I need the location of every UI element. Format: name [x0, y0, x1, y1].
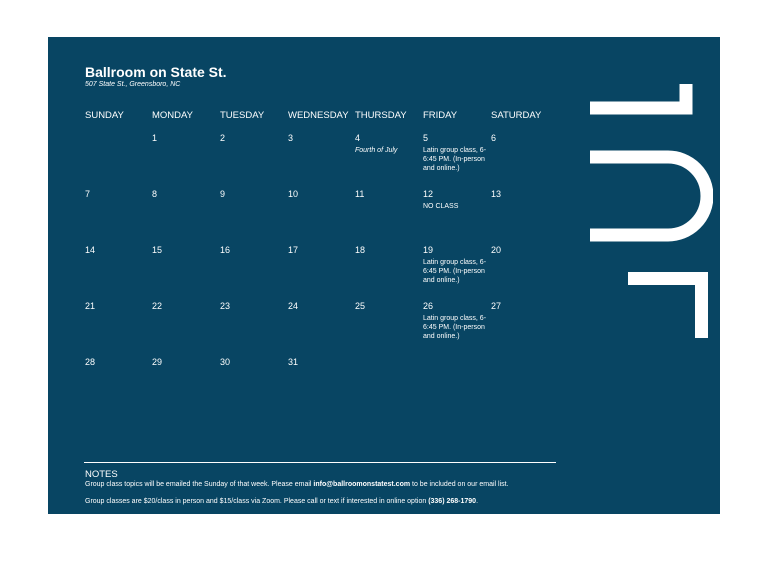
day-number: 4 [355, 133, 361, 143]
weekday-saturday: SATURDAY [491, 110, 542, 121]
day-number: 8 [152, 189, 158, 199]
day-number: 9 [220, 189, 226, 199]
notes-line-pricing [85, 498, 478, 505]
day-number: 29 [152, 357, 163, 367]
calendar-day-cell [220, 245, 288, 256]
day-number: 25 [355, 301, 366, 311]
calendar-day-cell [152, 133, 220, 144]
day-number: 3 [288, 133, 294, 143]
calendar-day-cell [491, 301, 559, 312]
calendar-day-cell [220, 357, 288, 368]
calendar-day-cell [355, 301, 423, 312]
calendar-day-cell [85, 357, 153, 368]
calendar-day-cell [423, 301, 491, 341]
calendar-day-cell [355, 245, 423, 256]
day-number: 30 [220, 357, 231, 367]
day-event: Latin group class, 6-6:45 PM. (In-person and online.) [423, 259, 487, 284]
calendar-day-cell [152, 189, 220, 200]
calendar-day-cell [288, 189, 356, 200]
notes-line-pricing-text: Group classes are $20/class in person and $15/class via Zoom. Please call or text if interested in online option [85, 498, 429, 505]
day-number [491, 357, 559, 368]
weekday-sunday: SUNDAY [85, 110, 124, 121]
day-number: 28 [85, 357, 96, 367]
day-number: 2 [220, 133, 226, 143]
weekday-tuesday: TUESDAY [220, 110, 265, 121]
day-number: 13 [491, 189, 502, 199]
day-number: 17 [288, 245, 299, 255]
calendar-day-cell [288, 245, 356, 256]
day-number [423, 357, 491, 368]
weekday-thursday: THURSDAY [355, 110, 407, 121]
calendar-day-cell [85, 245, 153, 256]
day-number: 7 [85, 189, 91, 199]
day-number: 12 [423, 189, 434, 199]
calendar-day-cell [491, 357, 559, 368]
notes-line-email [85, 481, 509, 488]
day-event: Latin group class, 6-6:45 PM. (In-person and online.) [423, 315, 487, 340]
calendar-day-cell [220, 189, 288, 200]
day-number: 21 [85, 301, 96, 311]
day-number: 1 [152, 133, 158, 143]
notes-line-pricing-text-end: . [476, 498, 479, 505]
weekday-wednesday: WEDNESDAY [288, 110, 349, 121]
calendar-day-cell [85, 301, 153, 312]
day-number: 19 [423, 245, 434, 255]
day-number: 18 [355, 245, 366, 255]
calendar-day-cell [152, 245, 220, 256]
notes-line-email-text: Group class topics will be emailed the Sunday of that week. Please email [85, 481, 314, 488]
notes-divider [84, 462, 556, 463]
calendar-day-cell [288, 133, 356, 144]
calendar-day-cell [288, 301, 356, 312]
calendar-day-cell [491, 133, 559, 144]
calendar-panel [48, 37, 720, 514]
month-art [588, 42, 713, 342]
calendar-day-cell [491, 245, 559, 256]
calendar-day-cell [423, 245, 491, 285]
calendar-day-cell [491, 189, 559, 200]
day-number: 31 [288, 357, 299, 367]
day-number [355, 357, 423, 368]
day-number: 22 [152, 301, 163, 311]
calendar-day-cell [423, 357, 491, 368]
notes-heading: NOTES [85, 469, 118, 480]
calendar-day-cell [355, 189, 423, 200]
day-number: 6 [491, 133, 497, 143]
day-number: 15 [152, 245, 163, 255]
calendar-day-cell [220, 301, 288, 312]
day-number: 27 [491, 301, 502, 311]
day-number: 5 [423, 133, 429, 143]
day-number: 10 [288, 189, 299, 199]
day-event: Latin group class, 6-6:45 PM. (In-person and online.) [423, 147, 487, 172]
calendar-day-cell [85, 189, 153, 200]
calendar-day-cell [423, 133, 491, 173]
day-number: 23 [220, 301, 231, 311]
day-number: 24 [288, 301, 299, 311]
day-number: 11 [355, 189, 365, 199]
day-number: 26 [423, 301, 434, 311]
phone-number: (336) 268-1790 [428, 498, 477, 505]
notes-line-email-text-end: to be included on our email list. [410, 481, 509, 488]
calendar-day-cell [423, 189, 491, 211]
venue-address: 507 State St., Greensboro, NC [85, 81, 181, 88]
calendar-day-cell [355, 357, 423, 368]
day-event: Fourth of July [355, 147, 398, 154]
calendar-day-cell [152, 357, 220, 368]
day-number: 20 [491, 245, 502, 255]
day-number [85, 133, 153, 144]
day-event: NO CLASS [423, 203, 459, 210]
day-number: 16 [220, 245, 231, 255]
email-address: info@ballroomonstatest.com [313, 481, 411, 488]
month-letter-u [590, 157, 707, 235]
calendar-day-cell [355, 133, 423, 155]
weekday-friday: FRIDAY [423, 110, 458, 121]
calendar-day-cell [152, 301, 220, 312]
venue-title: Ballroom on State St. [85, 64, 227, 80]
calendar-day-cell [288, 357, 356, 368]
month-letter-l-foot [695, 272, 708, 338]
weekday-monday: MONDAY [152, 110, 193, 121]
calendar-day-cell [220, 133, 288, 144]
month-letter-j [590, 84, 686, 108]
month-letter-l [590, 282, 670, 342]
calendar-day-cell [85, 133, 153, 144]
day-number: 14 [85, 245, 96, 255]
